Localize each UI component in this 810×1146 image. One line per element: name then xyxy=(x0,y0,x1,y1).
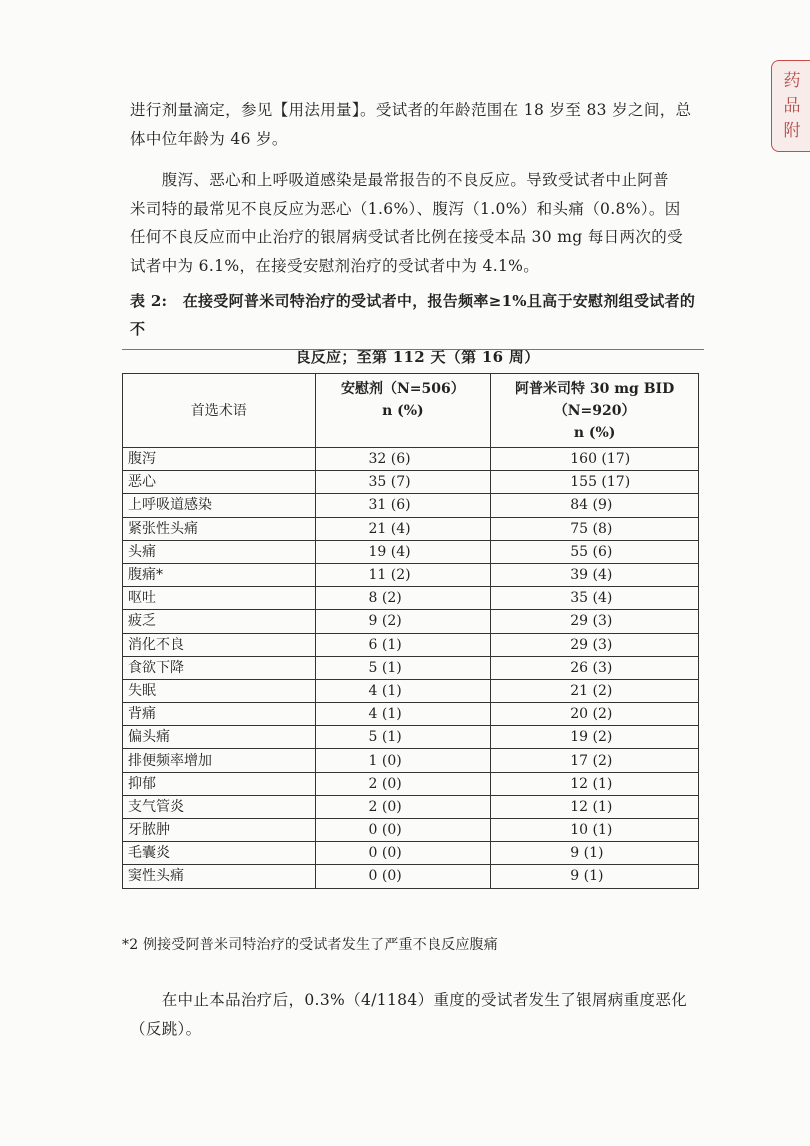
table-header-row xyxy=(123,374,699,448)
intro-paragraph xyxy=(130,96,705,153)
header-placebo: 安慰剂（N=506） n (%) xyxy=(315,374,491,448)
table-row: 支气管炎 2 (0) 12 (1) xyxy=(123,795,699,818)
table-footnote: *2 例接受阿普米司特治疗的受试者发生了严重不良反应腹痛 xyxy=(122,937,498,953)
table-row: 上呼吸道感染 31 (6) 84 (9) xyxy=(123,494,699,517)
table-row: 恶心 35 (7) 155 (17) xyxy=(123,471,699,494)
side-tab-char: 附 xyxy=(783,121,801,141)
adverse-reaction-paragraph xyxy=(130,166,705,280)
table-row: 疲乏 9 (2) 29 (3) xyxy=(123,610,699,633)
table-caption xyxy=(130,287,705,371)
table-row: 食欲下降 5 (1) 26 (3) xyxy=(123,656,699,679)
table-row: 牙脓肿 0 (0) 10 (1) xyxy=(123,819,699,842)
table-row: 消化不良 6 (1) 29 (3) xyxy=(123,633,699,656)
text-line: 米司特的最常见不良反应为恶心（1.6%）、腹泻（1.0%）和头痛（0.8%）。因 xyxy=(130,199,681,218)
text-line: 腹泻、恶心和上呼吸道感染是最常报告的不良反应。导致受试者中止阿普 xyxy=(130,171,669,189)
caption-line: 表 2: 在接受阿普米司特治疗的受试者中，报告频率≥1%且高于安慰剂组受试者的不 xyxy=(130,292,696,338)
table-row: 排便频率增加 1 (0) 17 (2) xyxy=(123,749,699,772)
table-row: 毛囊炎 0 (0) 9 (1) xyxy=(123,842,699,865)
adverse-reactions-table xyxy=(122,373,699,889)
table-row: 背痛 4 (1) 20 (2) xyxy=(123,703,699,726)
side-tab-char: 药 xyxy=(783,71,801,91)
caption-divider xyxy=(122,349,704,350)
closing-paragraph xyxy=(130,986,705,1043)
table-row: 失眠 4 (1) 21 (2) xyxy=(123,679,699,702)
header-preferred-term: 首选术语 xyxy=(123,374,316,448)
table-row: 头痛 19 (4) 55 (6) xyxy=(123,540,699,563)
text-line: 进行剂量滴定，参见【用法用量】。受试者的年龄范围在 18 岁至 83 岁之间，总 xyxy=(130,101,692,119)
text-line: 体中位年龄为 46 岁。 xyxy=(130,129,288,148)
side-tab-char: 品 xyxy=(783,96,801,116)
table-row: 偏头痛 5 (1) 19 (2) xyxy=(123,726,699,749)
header-apremilast: 阿普米司特 30 mg BID （N=920） n (%) xyxy=(491,374,699,448)
table-row: 抑郁 2 (0) 12 (1) xyxy=(123,772,699,795)
table-row: 腹痛* 11 (2) 39 (4) xyxy=(123,563,699,586)
table-row: 窦性头痛 0 (0) 9 (1) xyxy=(123,865,699,888)
table-row: 腹泻 32 (6) 160 (17) xyxy=(123,448,699,471)
caption-line: 良反应；至第 112 天（第 16 周） xyxy=(295,348,540,366)
table-row: 紧张性头痛 21 (4) 75 (8) xyxy=(123,517,699,540)
text-line: 试者中为 6.1%，在接受安慰剂治疗的受试者中为 4.1%。 xyxy=(130,256,540,275)
section-side-tab xyxy=(771,60,810,152)
table-row: 呕吐 8 (2) 35 (4) xyxy=(123,587,699,610)
text-line: （反跳）。 xyxy=(130,1019,202,1038)
text-line: 任何不良反应而中止治疗的银屑病受试者比例在接受本品 30 mg 每日两次的受 xyxy=(130,228,683,246)
text-line: 在中止本品治疗后，0.3%（4/1184）重度的受试者发生了银屑病重度恶化 xyxy=(130,991,688,1009)
